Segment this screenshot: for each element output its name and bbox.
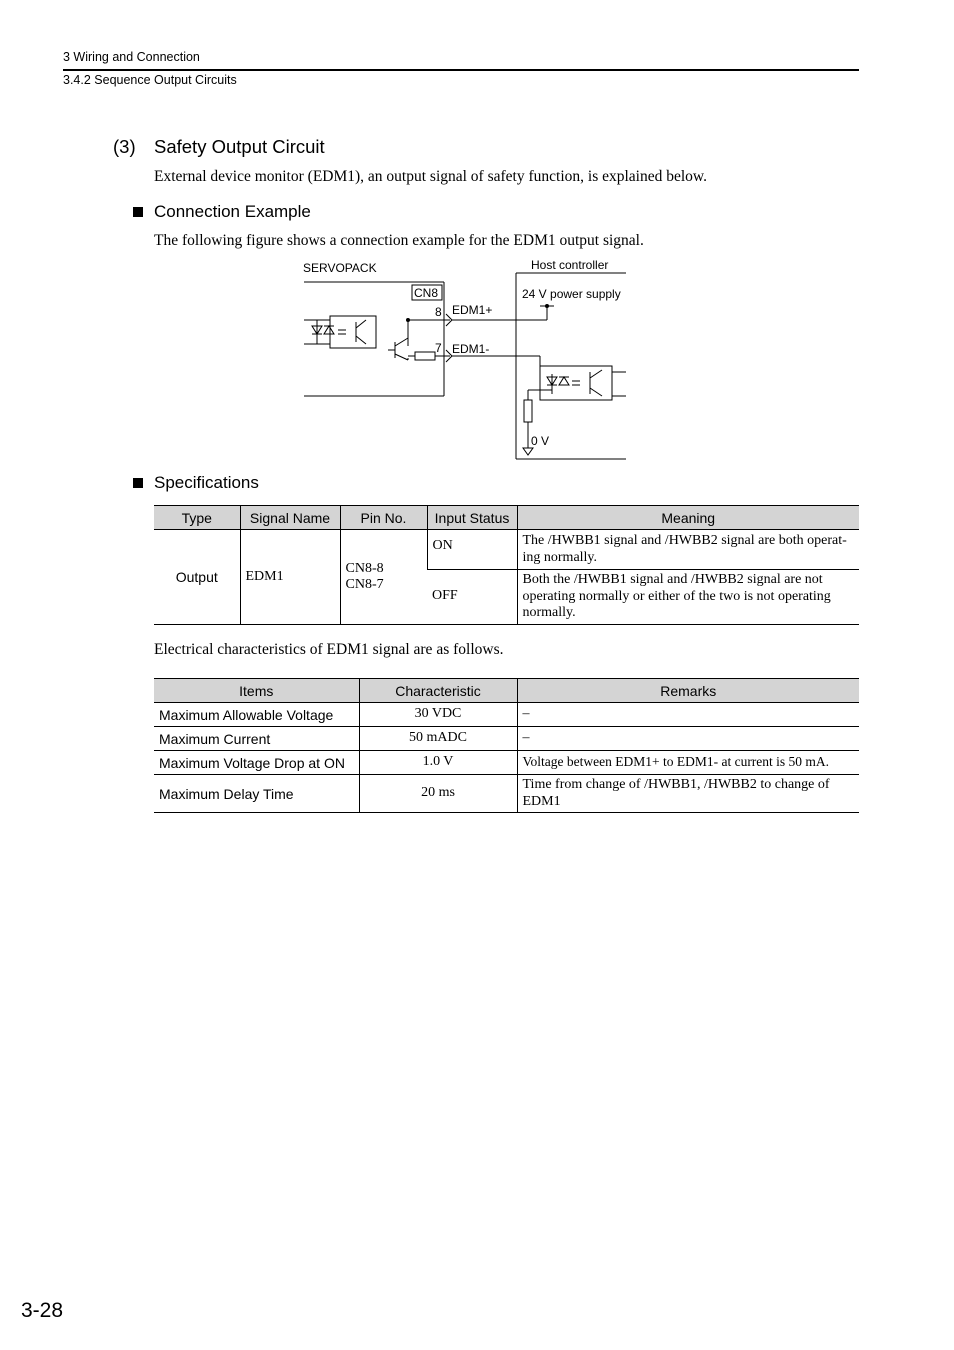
status-cell: ON xyxy=(427,530,517,570)
item-cell: Maximum Voltage Drop at ON xyxy=(154,751,359,775)
column-header: Pin No. xyxy=(340,506,427,530)
bullet-square-icon xyxy=(133,207,143,217)
connector-label: CN8 xyxy=(414,286,439,300)
type-cell: Output xyxy=(154,530,240,625)
value-cell: 30 VDC xyxy=(359,703,517,727)
edm-plus-label: EDM1+ xyxy=(452,303,493,317)
column-header: Input Status xyxy=(427,506,517,530)
table-header-row xyxy=(154,679,859,703)
connection-diagram xyxy=(290,254,640,466)
connection-heading-label: Connection Example xyxy=(154,202,311,221)
header-section: 3.4.2 Sequence Output Circuits xyxy=(63,73,237,87)
section-title: Safety Output Circuit xyxy=(154,136,325,157)
remark-cell: Time from change of /HWBB1, /HWBB2 to change of EDM1 xyxy=(517,775,859,813)
pin8-label: 8 xyxy=(435,305,442,319)
page-number: 3-28 xyxy=(21,1299,64,1322)
column-header: Meaning xyxy=(517,506,859,530)
table-row xyxy=(154,703,859,727)
column-header: Signal Name xyxy=(240,506,340,530)
electrical-table xyxy=(154,678,859,813)
pin7-label: 7 xyxy=(435,341,442,355)
pin-a: CN8-8 xyxy=(345,560,384,576)
column-header: Type xyxy=(154,506,240,530)
host-label: Host controller xyxy=(531,258,609,272)
ground-label: 0 V xyxy=(531,434,550,448)
remark-cell: Voltage between EDM1+ to EDM1- at current is 50 mA. xyxy=(517,751,859,775)
item-cell: Maximum Current xyxy=(154,727,359,751)
supply-label: 24 V power supply xyxy=(522,287,621,301)
meaning-cell: Both the /HWBB1 signal and /HWBB2 signal are not operating normally or either of the two is not operating normally. xyxy=(517,570,859,625)
resistor-servopack xyxy=(415,352,435,360)
remark-cell: – xyxy=(517,727,859,751)
value-cell: 50 mADC xyxy=(359,727,517,751)
connection-heading xyxy=(133,202,311,222)
connection-text: The following figure shows a connection example for the EDM1 output signal. xyxy=(154,232,644,249)
pin-cell xyxy=(340,530,427,625)
electrical-text: Electrical characteristics of EDM1 signal are as follows. xyxy=(154,641,504,658)
specifications-heading xyxy=(133,473,259,493)
specifications-heading-label: Specifications xyxy=(154,473,259,492)
status-cell: OFF xyxy=(427,570,517,625)
item-cell: Maximum Delay Time xyxy=(154,775,359,813)
value-cell: 20 ms xyxy=(359,775,517,813)
table-header-row xyxy=(154,506,859,530)
section-number: (3) xyxy=(113,136,136,157)
header-rule xyxy=(63,69,859,71)
meaning-cell: The /HWBB1 signal and /HWBB2 signal are both operat-ing normally. xyxy=(517,530,859,570)
table-row xyxy=(154,727,859,751)
ground-icon xyxy=(523,448,533,455)
column-header: Remarks xyxy=(517,679,859,703)
section-intro: External device monitor (EDM1), an output signal of safety function, is explained below. xyxy=(154,168,707,185)
table-row xyxy=(154,530,859,570)
specifications-table xyxy=(154,505,859,625)
signal-cell: EDM1 xyxy=(240,530,340,625)
column-header: Items xyxy=(154,679,359,703)
column-header: Characteristic xyxy=(359,679,517,703)
item-cell: Maximum Allowable Voltage xyxy=(154,703,359,727)
pin-b: CN8-7 xyxy=(345,577,384,592)
resistor-host xyxy=(524,400,532,422)
table-row xyxy=(154,775,859,813)
servopack-photocoupler xyxy=(330,316,376,348)
value-cell: 1.0 V xyxy=(359,751,517,775)
header-chapter: 3 Wiring and Connection xyxy=(63,50,200,64)
table-row xyxy=(154,751,859,775)
remark-cell: – xyxy=(517,703,859,727)
edm-minus-label: EDM1- xyxy=(452,342,490,356)
bullet-square-icon xyxy=(133,478,143,488)
servopack-label: SERVOPACK xyxy=(303,261,377,275)
